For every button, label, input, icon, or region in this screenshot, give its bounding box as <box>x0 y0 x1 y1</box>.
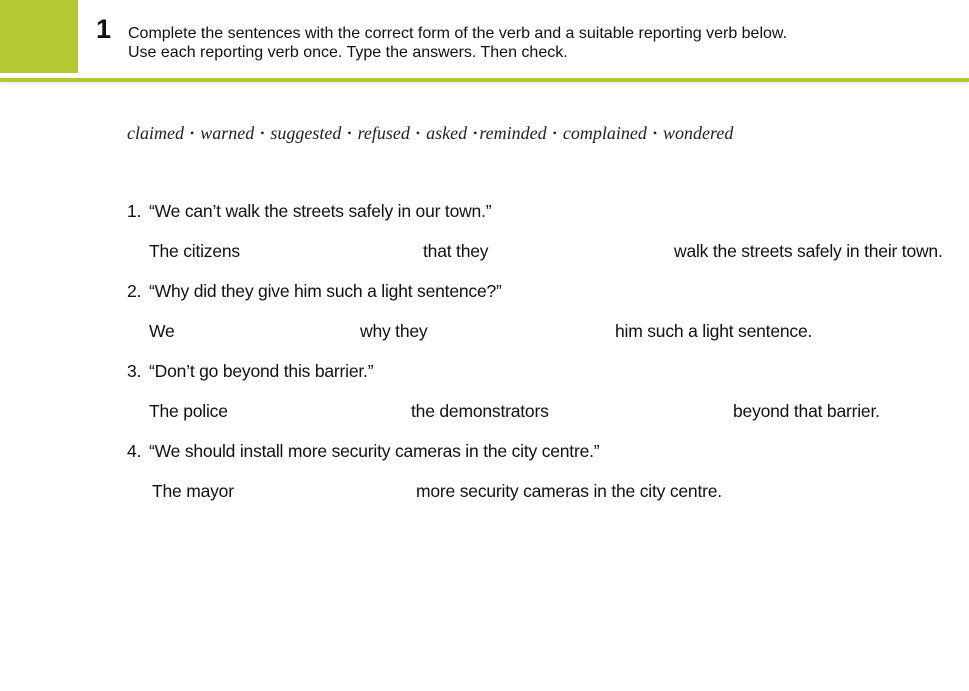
answer-gap-3a[interactable] <box>233 400 403 422</box>
question-number: 4. <box>127 441 142 461</box>
answer-text: walk the streets safely in their town. <box>674 241 943 261</box>
answer-text: The citizens <box>149 241 240 261</box>
question-3 <box>127 361 373 382</box>
question-number: 2. <box>127 281 142 301</box>
answer-text: more security cameras in the city centre. <box>416 481 722 501</box>
question-number: 1. <box>127 201 142 221</box>
bullet-separator: • <box>552 126 557 140</box>
exercise-instructions <box>128 24 787 62</box>
bullet-separator: • <box>189 126 195 140</box>
bullet-separator: • <box>347 126 352 140</box>
instruction-line-1: Complete the sentences with the correct form of the verb and a suitable reporting verb below. <box>128 25 788 42</box>
verb-option: reminded <box>479 123 547 143</box>
answer-gap-2b[interactable] <box>437 320 607 342</box>
answer-text: the demonstrators <box>411 401 549 421</box>
answer-gap-2a[interactable] <box>182 320 352 342</box>
answer-text: why they <box>360 321 428 341</box>
verb-option: warned <box>200 123 255 143</box>
verb-option: claimed <box>127 123 184 143</box>
verb-option: complained <box>562 123 647 143</box>
verb-option: wondered <box>663 123 734 143</box>
bullet-separator: • <box>473 126 478 140</box>
bullet-separator: • <box>652 126 658 140</box>
answer-text: The mayor <box>152 481 234 501</box>
question-quote: “Don’t go beyond this barrier.” <box>149 361 374 381</box>
answer-gap-4a[interactable] <box>240 480 410 502</box>
bullet-separator: • <box>415 126 421 140</box>
verb-option: suggested <box>270 123 342 143</box>
question-2 <box>127 281 502 302</box>
verb-option: refused <box>357 123 410 143</box>
answer-text: The police <box>149 401 228 421</box>
instruction-line-2: Use each reporting verb once. Type the answers. Then check. <box>128 44 568 61</box>
verb-option: asked <box>426 123 468 143</box>
header-divider <box>0 78 969 82</box>
exercise-number: 1 <box>96 14 112 44</box>
answer-gap-1b[interactable] <box>497 240 667 262</box>
header-accent-block <box>0 0 78 73</box>
question-quote: “We can’t walk the streets safely in our town.” <box>149 201 492 221</box>
reporting-verb-list <box>127 123 733 144</box>
answer-text: that they <box>423 241 489 261</box>
answer-text: beyond that barrier. <box>733 401 880 421</box>
answer-text: him such a light sentence. <box>615 321 813 341</box>
question-4 <box>127 441 599 462</box>
question-quote: “Why did they give him such a light sentence?” <box>149 281 502 301</box>
question-1 <box>127 201 491 222</box>
bullet-separator: • <box>260 126 265 140</box>
question-quote: “We should install more security cameras in the city centre.” <box>149 441 600 461</box>
answer-gap-3b[interactable] <box>556 400 726 422</box>
answer-text: We <box>149 321 175 341</box>
question-number: 3. <box>127 361 142 381</box>
answer-gap-1a[interactable] <box>245 240 415 262</box>
